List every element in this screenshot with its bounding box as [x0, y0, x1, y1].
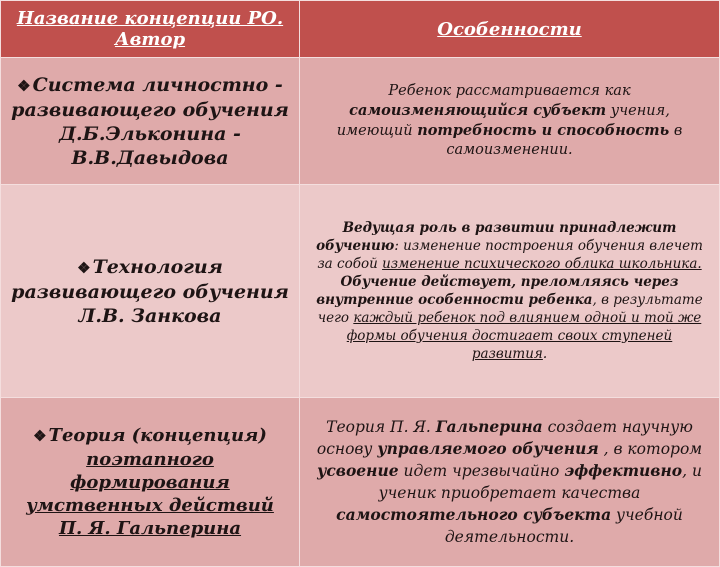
features-bold: эффективно [564, 461, 683, 480]
concept-line: В.В.Давыдова [71, 146, 229, 169]
features-text: самоизменении. [446, 142, 573, 158]
header-concept-cell [1, 1, 300, 58]
features-text: , в результате [592, 292, 703, 308]
features-text: создает научную [542, 418, 693, 436]
features-text: деятельности. [444, 528, 575, 546]
features-bold: внутренние особенности ребенка [316, 292, 593, 308]
features-text: чего [317, 310, 354, 326]
concept-line: поэтапного [86, 449, 214, 470]
features-underlined: развития [471, 346, 543, 362]
concept-line: развивающего обучения [11, 98, 289, 121]
features-cell-zankov [300, 185, 720, 398]
features-bold: Гальперина [435, 417, 543, 436]
features-text: . [542, 346, 548, 362]
header-concept-text: Название концепции РО. Автор [16, 8, 284, 50]
features-underlined: формы обучения достигает своих ступеней [346, 328, 673, 344]
features-text: учения, [606, 103, 670, 119]
features-bold: самостоятельного субъекта [336, 505, 612, 524]
concept-cell-zankov [1, 185, 300, 398]
concept-line: умственных действий [26, 495, 274, 516]
concept-line: П. Я. Гальперина [58, 518, 242, 539]
features-text: за собой [317, 256, 383, 272]
concept-line: формирования [70, 472, 230, 493]
features-text: , в котором [598, 440, 703, 458]
features-text: основу [316, 440, 378, 458]
diamond-bullet-icon: ❖ [77, 258, 91, 277]
concept-cell-galperin [1, 398, 300, 567]
features-bold: потребность и способность [417, 122, 670, 139]
concept-line: Д.Б.Эльконина - [59, 122, 241, 145]
diamond-bullet-icon: ❖ [33, 427, 47, 445]
features-text: учебной [611, 506, 683, 524]
table-row-galperin [1, 398, 720, 567]
features-text: : изменение построения обучения влечет [394, 238, 703, 254]
features-underlined: каждый ребенок под влиянием одной и той же [353, 310, 702, 326]
features-text: имеющий [336, 123, 418, 139]
features-bold: усвоение [317, 461, 399, 480]
concept-line: Система личностно - [32, 73, 283, 96]
features-cell-elkonin [300, 58, 720, 185]
header-features-cell [300, 1, 720, 58]
features-text: в [669, 123, 683, 139]
features-bold: управляемого обучения [377, 439, 599, 458]
table-row-zankov [1, 185, 720, 398]
features-text: ученик приобретает качества [378, 484, 641, 502]
features-underlined: изменение психического облика школьника. [382, 256, 702, 272]
features-cell-galperin [300, 398, 720, 567]
concept-line: развивающего обучения [11, 280, 289, 303]
concept-line: Технология [92, 255, 223, 278]
features-bold: обучению [316, 238, 395, 254]
table-row-elkonin [1, 58, 720, 185]
features-text: Ребенок рассматривается как [388, 83, 631, 99]
header-features-text: Особенности [437, 18, 582, 40]
concept-cell-elkonin [1, 58, 300, 185]
features-text: идет чрезвычайно [398, 462, 565, 480]
features-bold: Обучение действует, преломляясь через [340, 274, 679, 290]
features-text: , и [682, 462, 702, 480]
diamond-bullet-icon: ❖ [17, 76, 31, 95]
features-bold: самоизменяющийся субъект [349, 102, 607, 119]
concept-line: Теория (концепция) [48, 425, 267, 446]
concept-line: Л.В. Занкова [78, 304, 222, 327]
features-text: Теория П. Я. [326, 418, 436, 436]
table-header-row [1, 1, 720, 58]
features-bold: Ведущая роль в развитии принадлежит [342, 220, 677, 236]
